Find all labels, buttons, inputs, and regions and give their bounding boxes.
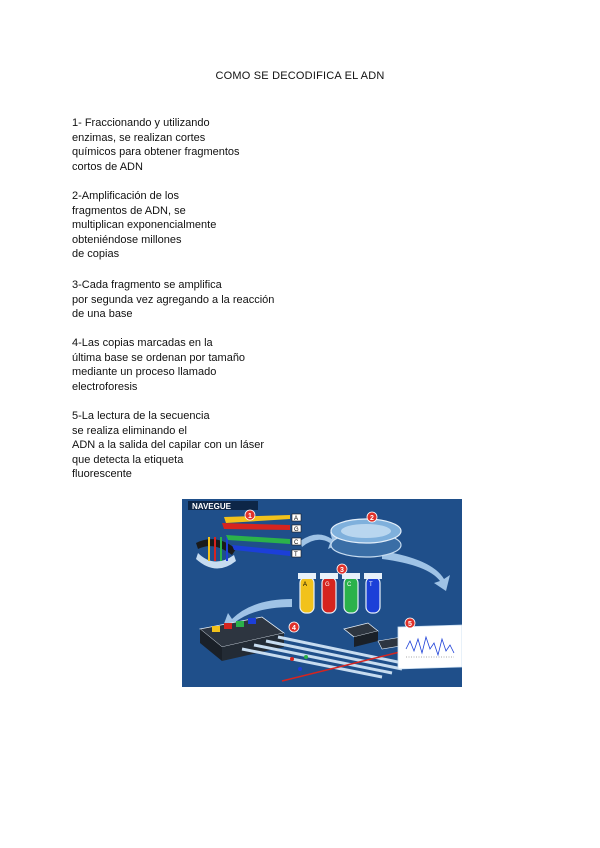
step-4-paragraph	[72, 336, 245, 394]
step-badge-number: 2	[370, 515, 374, 522]
tube-rim	[364, 573, 382, 579]
step-2-paragraph	[72, 189, 216, 262]
step-5-paragraph	[72, 409, 264, 482]
step-4-line: electroforesis	[72, 380, 138, 393]
fragment-dot	[290, 657, 294, 661]
tube-label-c: C	[347, 582, 352, 588]
tube-label-g: G	[325, 582, 330, 588]
base-label-c: C	[294, 540, 299, 546]
step-1-paragraph	[72, 116, 240, 174]
step-4-line: mediante un proceso llamado	[72, 366, 217, 379]
step-3-line: de una base	[72, 308, 133, 321]
step-2-line: 2-Amplificación de los	[72, 190, 179, 202]
step-4-line: última base se ordenan por tamaño	[72, 351, 246, 364]
page-title: COMO SE DECODIFICA EL ADN	[215, 70, 385, 82]
step-5-readout	[398, 618, 462, 669]
step-1-line: cortos de ADN	[72, 160, 143, 173]
step-1-line: químicos para obtener fragmentos	[72, 146, 240, 159]
tube-label-a: A	[303, 582, 308, 588]
step-4-line: 4-Las copias marcadas en la	[72, 337, 213, 349]
gel-well	[212, 626, 220, 632]
tube-rim	[320, 573, 338, 579]
dish-gel	[341, 524, 391, 538]
step-badge-number: 3	[340, 567, 344, 574]
step-2-line: de copias	[72, 248, 120, 261]
step-5-line: ADN a la salida del capilar con un láser	[72, 439, 264, 452]
step-5-line: 5-La lectura de la secuencia	[72, 410, 210, 422]
base-label-a: A	[294, 516, 299, 522]
base-label-g: G	[294, 527, 299, 533]
step-5-line: que detecta la etiqueta	[72, 453, 184, 466]
step-3-line: por segunda vez agregando a la reacción	[72, 293, 275, 306]
step-2-line: fragmentos de ADN, se	[72, 204, 186, 217]
step-1-line: enzimas, se realizan cortes	[72, 131, 206, 144]
tube-rim	[342, 573, 360, 579]
readout-panel	[398, 625, 462, 669]
base-pair	[208, 537, 210, 561]
base-pair	[220, 537, 222, 561]
sequencing-diagram	[182, 499, 462, 687]
logo-text: NAVEGUE	[192, 502, 231, 511]
step-5-line: fluorescente	[72, 468, 132, 481]
base-pair	[214, 537, 216, 561]
step-5-line: se realiza eliminando el	[72, 424, 187, 437]
step-badge-number: 5	[408, 621, 412, 628]
step-badge-number: 4	[292, 625, 296, 632]
gel-well	[248, 618, 256, 624]
fragment-dot	[304, 655, 308, 659]
dna-sequencing-illustration	[182, 499, 462, 687]
tube-rim	[298, 573, 316, 579]
step-3-line: 3-Cada fragmento se amplifica	[72, 279, 222, 291]
gel-well	[224, 623, 232, 629]
gel-well	[236, 621, 244, 627]
step-badge-number: 1	[248, 513, 252, 520]
step-2-line: obteniéndose millones	[72, 233, 182, 246]
base-pair	[226, 537, 228, 561]
step-3-paragraph	[72, 278, 274, 322]
base-label-t: T	[294, 552, 298, 558]
fragment-dot	[298, 667, 302, 671]
tube-label-t: T	[369, 582, 373, 588]
step-1-line: 1- Fraccionando y utilizando	[72, 117, 210, 129]
step-2-line: multiplican exponencialmente	[72, 219, 217, 232]
